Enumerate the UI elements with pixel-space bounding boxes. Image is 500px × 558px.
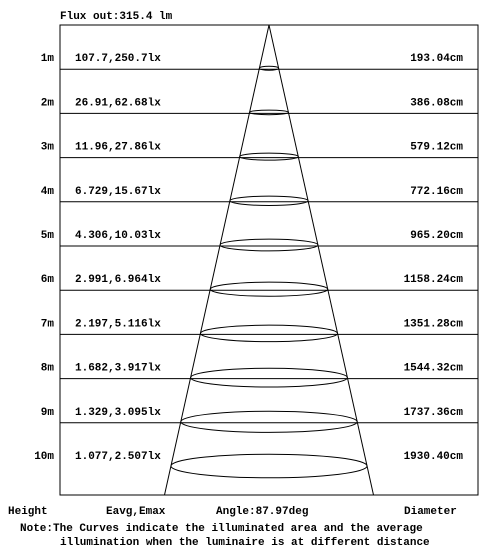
- diameter-column-header: Diameter: [404, 506, 457, 518]
- diameter-label: 1737.36cm: [403, 406, 463, 419]
- beam-ellipse: [240, 153, 299, 160]
- height-label: 6m: [40, 274, 54, 287]
- illuminance-label: 2.197,5.116lx: [75, 318, 161, 331]
- illuminance-label: 1.329,3.095lx: [75, 406, 161, 419]
- chart-frame: [60, 25, 478, 495]
- beam-ellipse: [220, 239, 318, 251]
- cone-right-edge: [269, 25, 374, 495]
- diameter-label: 579.12cm: [410, 141, 463, 154]
- illuminance-label: 11.96,27.86lx: [75, 141, 161, 154]
- diameter-label: 1158.24cm: [403, 274, 463, 287]
- illuminance-label: 26.91,62.68lx: [75, 97, 161, 110]
- note-line-2: illumination when the luminaire is at different distance: [60, 537, 430, 549]
- height-label: 9m: [40, 406, 54, 419]
- diameter-label: 193.04cm: [410, 53, 463, 66]
- diameter-label: 1351.28cm: [403, 318, 463, 331]
- eavg-emax-column-header: Eavg,Emax: [106, 506, 166, 518]
- illuminance-label: 4.306,10.03lx: [75, 230, 161, 242]
- height-label: 3m: [40, 141, 54, 154]
- illuminance-label: 107.7,250.7lx: [75, 53, 161, 66]
- illuminance-label: 1.077,2.507lx: [75, 451, 161, 463]
- illuminance-label: 2.991,6.964lx: [75, 274, 161, 287]
- height-label: 10m: [34, 451, 54, 463]
- diameter-label: 965.20cm: [410, 230, 463, 242]
- beam-ellipse: [230, 196, 308, 205]
- beam-ellipse: [210, 282, 327, 296]
- flux-out-label: Flux out:315.4 lm: [60, 11, 173, 23]
- height-label: 4m: [40, 185, 54, 198]
- beam-ellipse: [181, 411, 357, 432]
- diameter-label: 1930.40cm: [403, 451, 463, 463]
- diameter-label: 1544.32cm: [403, 362, 463, 375]
- cone-left-edge: [165, 25, 270, 495]
- beam-ellipse: [171, 454, 367, 478]
- height-column-header: Height: [8, 506, 48, 518]
- beam-angle-label: Angle:87.97deg: [216, 506, 309, 518]
- height-label: 1m: [40, 53, 54, 66]
- note-line-1: The Curves indicate the illuminated area and the average: [53, 523, 423, 535]
- diameter-label: 386.08cm: [410, 97, 463, 110]
- height-label: 7m: [40, 318, 54, 331]
- beam-ellipse: [250, 110, 289, 115]
- beam-ellipse: [191, 368, 348, 387]
- height-label: 5m: [40, 230, 54, 242]
- height-label: 2m: [40, 97, 54, 110]
- diameter-label: 772.16cm: [410, 185, 463, 198]
- beam-ellipse: [200, 325, 337, 341]
- note-prefix: Note:: [20, 523, 54, 535]
- note: [20, 522, 500, 550]
- illuminance-label: 1.682,3.917lx: [75, 362, 161, 375]
- beam-cone: [165, 25, 374, 495]
- illuminance-label: 6.729,15.67lx: [75, 185, 161, 198]
- height-label: 8m: [40, 362, 54, 375]
